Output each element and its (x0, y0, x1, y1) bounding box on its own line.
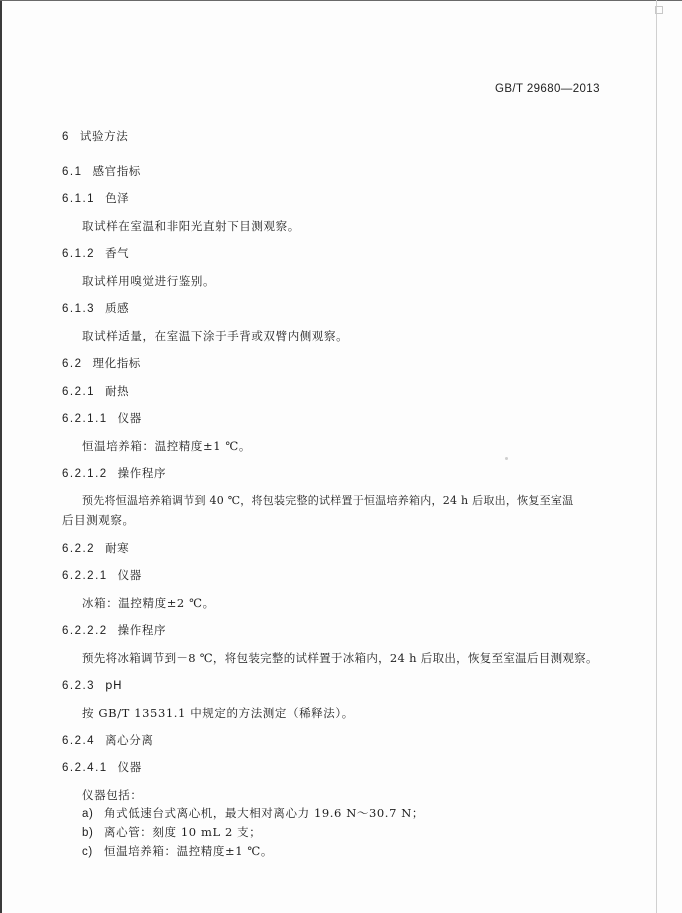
paragraph-6-2-1-2-line2: 后目测观察。 (62, 513, 135, 527)
section-number: 6.2 (62, 358, 83, 370)
section-title: 仪器 (117, 411, 142, 425)
list-item-text: 恒温培养箱：温控精度±1 ℃。 (104, 844, 273, 858)
section-title: 仪器 (117, 760, 142, 774)
section-heading-6-2-1-2 (62, 466, 166, 481)
section-heading-6-1-1 (62, 191, 129, 206)
section-number: 6.2.1 (62, 386, 96, 398)
section-number: 6.2.3 (62, 680, 96, 692)
list-item (82, 844, 273, 859)
section-heading-6-2 (62, 356, 141, 371)
list-item (82, 806, 424, 821)
section-title: 离心分离 (105, 733, 154, 747)
section-number: 6.2.1.2 (62, 468, 108, 480)
section-title: 操作程序 (117, 623, 167, 637)
section-title: pH (105, 678, 123, 692)
section-title: 理化指标 (92, 356, 141, 370)
section-heading-6-2-1-1 (62, 411, 142, 426)
scan-left-edge (0, 0, 2, 913)
paragraph-6-2-2-2: 预先将冰箱调节到－8 ℃，将包装完整的试样置于冰箱内，24 h 后取出，恢复至室温后目测观察。 (82, 651, 598, 665)
section-heading-6-2-4 (62, 733, 153, 748)
paragraph-6-2-3: 按 GB/T 13531.1 中规定的方法测定（稀释法）。 (82, 706, 354, 720)
section-title: 耐寒 (105, 541, 130, 555)
section-number: 6.1 (62, 166, 83, 178)
section-title: 试验方法 (79, 129, 129, 143)
section-heading-6-2-4-1 (62, 760, 142, 775)
section-title: 质感 (105, 301, 130, 315)
section-number: 6.1.3 (62, 303, 96, 315)
paragraph-6-2-1-1: 恒温培养箱：温控精度±1 ℃。 (82, 439, 251, 453)
section-heading-6-2-1 (62, 384, 129, 399)
scan-speck (505, 457, 508, 460)
paragraph-6-1-3: 取试样适量，在室温下涂于手背或双臂内侧观察。 (82, 329, 349, 343)
section-number: 6.2.4.1 (62, 762, 108, 774)
section-title: 耐热 (105, 384, 130, 398)
section-heading-6 (62, 129, 128, 144)
scan-top-edge (0, 0, 682, 1)
list-item-label: a) (82, 808, 94, 820)
list-item-text: 离心管：刻度 10 mL 2 支； (104, 825, 262, 839)
section-number: 6.2.2.2 (62, 625, 108, 637)
list-item-label: c) (82, 846, 93, 858)
section-number: 6.2.2.1 (62, 570, 108, 582)
section-title: 感官指标 (92, 164, 141, 178)
section-title: 色泽 (105, 191, 130, 205)
paragraph-6-2-1-2-line1: 预先将恒温培养箱调节到 40 ℃，将包装完整的试样置于恒温培养箱内，24 h 后取出，恢复至室温 (82, 494, 574, 507)
paragraph-6-2-2-1: 冰箱：温控精度±2 ℃。 (82, 596, 215, 610)
section-number: 6.2.2 (62, 543, 96, 555)
section-title: 操作程序 (117, 466, 167, 480)
section-number: 6 (62, 131, 70, 143)
paragraph-6-1-1: 取试样在室温和非阳光直射下目测观察。 (82, 219, 300, 233)
section-number: 6.2.4 (62, 735, 96, 747)
section-title: 香气 (105, 246, 130, 260)
section-number: 6.2.1.1 (62, 413, 108, 425)
list-item (82, 825, 261, 840)
paragraph-6-1-2: 取试样用嗅觉进行鉴别。 (82, 274, 216, 288)
section-number: 6.1.2 (62, 248, 96, 260)
paragraph-6-2-4-1-intro: 仪器包括： (82, 788, 143, 802)
scan-right-edge (656, 0, 657, 913)
section-heading-6-2-2-2 (62, 623, 166, 638)
scan-corner-mark (655, 6, 663, 14)
section-heading-6-1-3 (62, 301, 129, 316)
standard-code: GB/T 29680—2013 (495, 83, 600, 95)
section-heading-6-1 (62, 164, 141, 179)
section-heading-6-2-2-1 (62, 568, 142, 583)
section-heading-6-1-2 (62, 246, 129, 261)
list-item-text: 角式低速台式离心机，最大相对离心力 19.6 N～30.7 N； (104, 806, 424, 820)
section-heading-6-2-2 (62, 541, 129, 556)
section-heading-6-2-3 (62, 678, 122, 693)
list-item-label: b) (82, 827, 94, 839)
section-title: 仪器 (117, 568, 142, 582)
section-number: 6.1.1 (62, 193, 96, 205)
